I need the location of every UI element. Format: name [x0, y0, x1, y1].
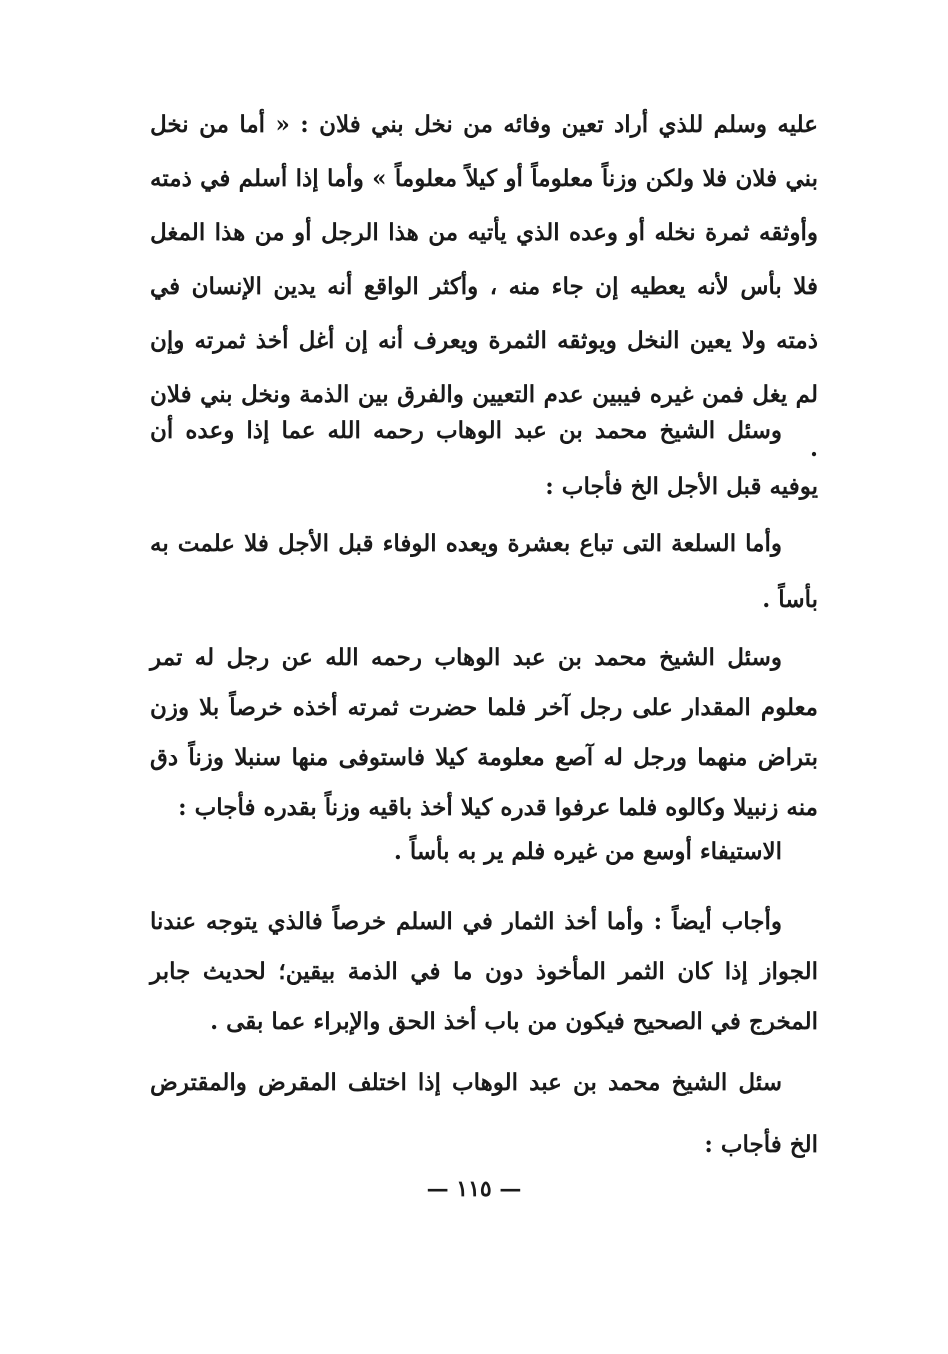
paragraph-6: وأجاب أيضاً : وأما أخذ الثمار في السلم خرصاً فالذي يتوجه عندنا الجواز إذا كان الثمر المأخوذ دون ما في الذمة بيقين؛ لحديث جابر المخرج في الصحيح فيكون من باب أخذ الحق والإبراء عما بقى .	[150, 908, 819, 1035]
paragraph-2: وسئل الشيخ محمد بن عبد الوهاب رحمه الله عما إذا وعده أن يوفيه قبل الأجل الخ فأجاب :	[150, 417, 818, 500]
paragraph-4: وسئل الشيخ محمد بن عبد الوهاب رحمه الله عن رجل له تمر معلوم المقدار على رجل آخر فلما حضرت ثمرته أخذه خرصاً بلا وزن بتراض منهما ورجل له آصع معلومة كيلا فاستوفى منها سنبلا وزناً دق منه زنبيلا وكالوه فلما عرفوا قدره كيلا أخذ باقيه وزناً بقدره فأجاب :	[150, 644, 818, 821]
paragraph-1: عليه وسلم للذي أراد تعين وفائه من نخل بني فلان : « أما من نخل بني فلان فلا ولكن وزناً معلوماً أو كيلاً معلوماً » وأما إذا أسلم في ذمته وأوثقه ثمرة نخله أو وعده الذي يأتيه من هذا الرجل أو من هذا المغل فلا بأس لأنه يعطيه إن جاء منه ، وأكثر الواقع أنه يدين الإنسان في ذمته ولا يعين النخل ويوثقه الثمرة ويعرف أنه إن أغل أخذ ثمرته وإن لم يغل فمن غيره فيبين عدم التعيين والفرق بين الذمة ونخل بني فلان .	[150, 111, 818, 462]
paragraph-7: سئل الشيخ محمد بن عبد الوهاب إذا اختلف المقرض والمقترض الخ فأجاب :	[150, 1069, 818, 1158]
paragraph-5: الاستيفاء أوسع من غيره فلم ير به بأساً .	[393, 838, 782, 865]
paragraph-3: وأما السلعة التى تباع بعشرة ويعده الوفاء قبل الأجل فلا علمت به بأساً .	[150, 530, 818, 613]
page-number: — ١١٥ —	[426, 1176, 522, 1202]
